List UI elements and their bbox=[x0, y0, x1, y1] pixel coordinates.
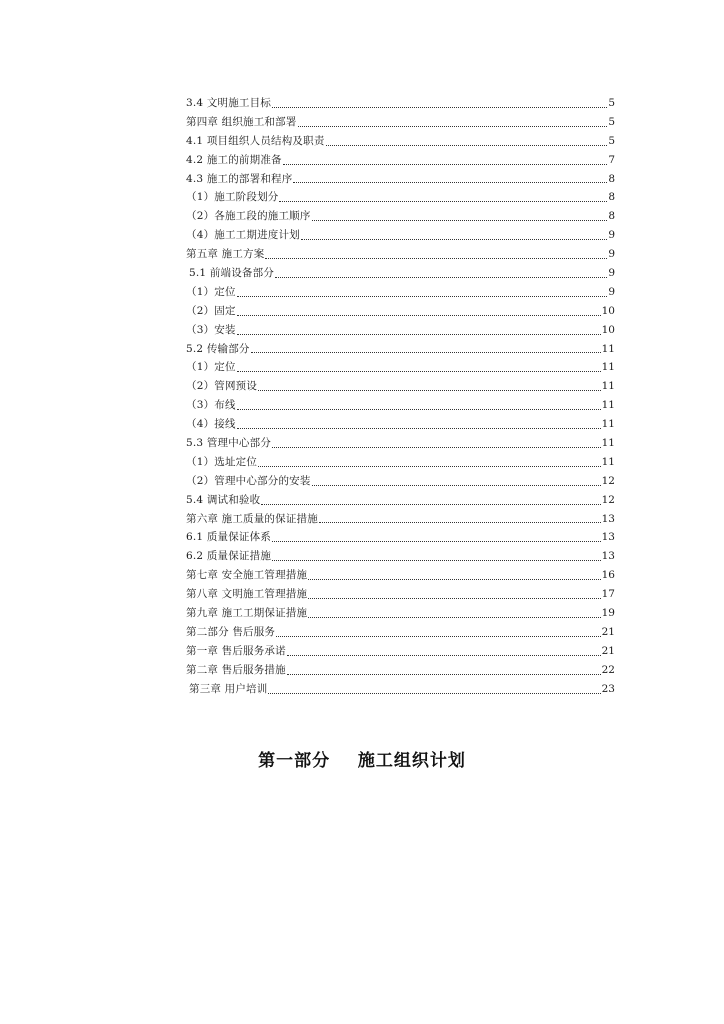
toc-dot-leader bbox=[237, 428, 601, 429]
toc-dot-leader bbox=[237, 315, 601, 316]
toc-entry-page: 12 bbox=[601, 474, 615, 487]
toc-entry[interactable] bbox=[186, 680, 615, 699]
toc-entry-title: 第七章 安全施工管理措施 bbox=[186, 569, 308, 582]
toc-entry[interactable] bbox=[186, 358, 615, 377]
toc-entry-title: （2）固定 bbox=[186, 304, 236, 317]
toc-dot-leader bbox=[308, 617, 600, 618]
toc-entry-page: 21 bbox=[601, 625, 615, 638]
toc-dot-leader bbox=[272, 560, 601, 561]
toc-dot-leader bbox=[237, 409, 601, 410]
toc-entry[interactable] bbox=[186, 604, 615, 623]
toc-entry-title: 第二部分 售后服务 bbox=[186, 625, 276, 638]
toc-entry-title: 第二章 售后服务措施 bbox=[186, 663, 286, 676]
toc-entry-page: 11 bbox=[601, 399, 615, 412]
toc-entry[interactable] bbox=[186, 207, 615, 226]
toc-entry-title: 5.1 前端设备部分 bbox=[189, 267, 275, 279]
toc-entry-page: 8 bbox=[608, 172, 615, 185]
toc-entry[interactable] bbox=[186, 510, 615, 529]
toc-entry-page: 10 bbox=[601, 323, 615, 336]
toc-entry[interactable] bbox=[186, 132, 615, 151]
toc-entry[interactable] bbox=[186, 623, 615, 642]
toc-entry[interactable] bbox=[186, 434, 615, 453]
toc-dot-leader bbox=[258, 466, 601, 467]
toc-entry[interactable] bbox=[186, 661, 615, 680]
table-of-contents bbox=[186, 94, 615, 699]
toc-dot-leader bbox=[279, 201, 607, 202]
toc-entry-title: 4.1 项目组织人员结构及职责 bbox=[186, 134, 325, 147]
toc-entry-title: 第三章 用户培训 bbox=[189, 682, 268, 695]
toc-entry-title: （1）定位 bbox=[186, 285, 236, 298]
toc-entry-title: 4.3 施工的部署和程序 bbox=[186, 172, 293, 185]
toc-entry[interactable] bbox=[186, 151, 615, 170]
toc-entry-title: 4.2 施工的前期准备 bbox=[186, 153, 282, 166]
toc-dot-leader bbox=[237, 296, 608, 297]
toc-entry-title: 5.4 调试和验收 bbox=[186, 493, 261, 506]
toc-entry-page: 10 bbox=[601, 304, 615, 317]
toc-entry[interactable] bbox=[186, 491, 615, 510]
toc-dot-leader bbox=[258, 390, 601, 391]
toc-entry-page: 11 bbox=[601, 437, 615, 450]
toc-entry-page: 21 bbox=[601, 644, 615, 657]
toc-dot-leader bbox=[326, 145, 608, 146]
toc-entry[interactable] bbox=[186, 415, 615, 434]
toc-entry[interactable] bbox=[186, 585, 615, 604]
toc-entry-page: 13 bbox=[601, 550, 615, 563]
toc-entry-title: （1）施工阶段划分 bbox=[186, 191, 279, 204]
toc-entry[interactable] bbox=[186, 188, 615, 207]
toc-dot-leader bbox=[276, 636, 600, 637]
toc-entry-title: 第八章 文明施工管理措施 bbox=[186, 588, 308, 601]
toc-entry-title: （4）接线 bbox=[186, 418, 236, 431]
toc-entry-title: 6.1 质量保证体系 bbox=[186, 531, 272, 544]
toc-entry[interactable] bbox=[186, 94, 615, 113]
toc-entry-title: 3.4 文明施工目标 bbox=[186, 96, 272, 109]
toc-dot-leader bbox=[265, 258, 607, 259]
toc-entry-page: 13 bbox=[601, 531, 615, 544]
toc-entry[interactable] bbox=[186, 642, 615, 661]
toc-entry[interactable] bbox=[186, 264, 615, 283]
toc-entry-title: （3）布线 bbox=[186, 399, 236, 412]
toc-entry-page: 11 bbox=[601, 380, 615, 393]
toc-dot-leader bbox=[308, 579, 600, 580]
toc-dot-leader bbox=[312, 220, 608, 221]
toc-dot-leader bbox=[283, 164, 608, 165]
toc-entry[interactable] bbox=[186, 302, 615, 321]
toc-entry-page: 5 bbox=[608, 134, 615, 147]
toc-entry[interactable] bbox=[186, 113, 615, 132]
toc-dot-leader bbox=[308, 598, 600, 599]
toc-entry-page: 11 bbox=[601, 418, 615, 431]
toc-dot-leader bbox=[293, 182, 607, 183]
part-heading: 第一部分 施工组织计划 bbox=[258, 751, 466, 771]
toc-entry-title: 5.3 管理中心部分 bbox=[186, 437, 272, 450]
toc-entry[interactable] bbox=[186, 566, 615, 585]
toc-dot-leader bbox=[272, 541, 601, 542]
toc-entry[interactable] bbox=[186, 547, 615, 566]
toc-entry-page: 22 bbox=[601, 663, 615, 676]
toc-entry-title: 6.2 质量保证措施 bbox=[186, 550, 272, 563]
toc-entry-title: （4）施工工期进度计划 bbox=[186, 229, 300, 242]
toc-entry-title: （2）管网预设 bbox=[186, 380, 258, 393]
toc-entry[interactable] bbox=[186, 377, 615, 396]
toc-entry-title: 第九章 施工工期保证措施 bbox=[186, 607, 308, 620]
toc-entry[interactable] bbox=[186, 453, 615, 472]
toc-dot-leader bbox=[275, 277, 607, 278]
toc-dot-leader bbox=[272, 107, 607, 108]
toc-entry-page: 9 bbox=[608, 248, 615, 261]
toc-entry-title: （2）管理中心部分的安装 bbox=[186, 474, 311, 487]
toc-entry[interactable] bbox=[186, 528, 615, 547]
toc-entry-title: （2）各施工段的施工顺序 bbox=[186, 210, 311, 223]
toc-entry-title: （3）安装 bbox=[186, 323, 236, 336]
toc-entry-page: 13 bbox=[601, 512, 615, 525]
toc-entry[interactable] bbox=[186, 396, 615, 415]
toc-entry-title: 第六章 施工质量的保证措施 bbox=[186, 512, 318, 525]
toc-entry-page: 11 bbox=[601, 455, 615, 468]
toc-entry-page: 8 bbox=[608, 191, 615, 204]
toc-entry-page: 16 bbox=[601, 569, 615, 582]
toc-entry-title: （1）选址定位 bbox=[186, 455, 258, 468]
toc-entry-page: 5 bbox=[608, 96, 615, 109]
toc-entry-page: 11 bbox=[601, 342, 615, 355]
toc-dot-leader bbox=[261, 504, 600, 505]
toc-entry-title: 第四章 组织施工和部署 bbox=[186, 115, 297, 128]
toc-entry-title: 第一章 售后服务承诺 bbox=[186, 644, 286, 657]
toc-entry[interactable] bbox=[186, 283, 615, 302]
toc-dot-leader bbox=[272, 447, 601, 448]
toc-dot-leader bbox=[319, 522, 601, 523]
toc-dot-leader bbox=[312, 485, 601, 486]
toc-entry-page: 5 bbox=[608, 115, 615, 128]
toc-entry[interactable] bbox=[186, 226, 615, 245]
toc-entry-page: 9 bbox=[608, 229, 615, 242]
toc-entry-page: 17 bbox=[601, 588, 615, 601]
toc-entry-page: 8 bbox=[608, 210, 615, 223]
toc-entry[interactable] bbox=[186, 170, 615, 189]
toc-entry[interactable] bbox=[186, 340, 615, 359]
toc-entry[interactable] bbox=[186, 321, 615, 340]
toc-dot-leader bbox=[298, 126, 608, 127]
toc-dot-leader bbox=[301, 239, 607, 240]
toc-dot-leader bbox=[237, 371, 601, 372]
toc-entry-title: 5.2 传输部分 bbox=[186, 342, 250, 355]
toc-entry-title: （1）定位 bbox=[186, 361, 236, 374]
toc-entry[interactable] bbox=[186, 472, 615, 491]
toc-dot-leader bbox=[268, 693, 600, 694]
toc-dot-leader bbox=[287, 655, 601, 656]
toc-dot-leader bbox=[237, 334, 601, 335]
toc-entry-page: 19 bbox=[601, 607, 615, 620]
toc-entry-page: 9 bbox=[608, 267, 615, 279]
toc-entry-page: 7 bbox=[608, 153, 615, 166]
toc-entry[interactable] bbox=[186, 245, 615, 264]
toc-entry-page: 23 bbox=[601, 682, 615, 695]
toc-entry-page: 11 bbox=[601, 361, 615, 374]
toc-dot-leader bbox=[251, 352, 601, 353]
toc-dot-leader bbox=[287, 674, 601, 675]
toc-entry-page: 9 bbox=[608, 285, 615, 298]
toc-entry-page: 12 bbox=[601, 493, 615, 506]
toc-entry-title: 第五章 施工方案 bbox=[186, 248, 265, 261]
